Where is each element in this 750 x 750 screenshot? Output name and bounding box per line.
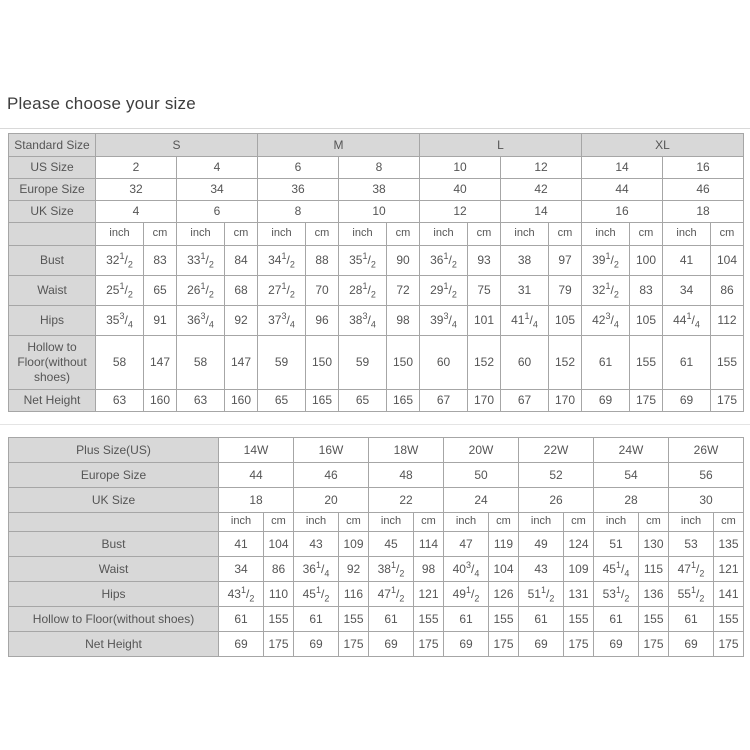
measure-cm-cell: 147	[144, 336, 177, 390]
size-value-cell: 48	[369, 463, 444, 488]
row-label: Europe Size	[9, 463, 219, 488]
measure-cm-cell: 104	[489, 557, 519, 582]
measure-inch-cell: 61	[663, 336, 711, 390]
measure-inch-cell: $36^1/_4$	[294, 557, 339, 582]
row-label: UK Size	[9, 201, 96, 223]
size-value-cell: 22W	[519, 438, 594, 463]
measure-inch-cell: 41	[663, 246, 711, 276]
measure-cm-cell: 155	[711, 336, 744, 390]
measure-cm-cell: 175	[630, 390, 663, 412]
measure-inch-cell: $32^1/_2$	[582, 276, 630, 306]
measure-cm-cell: 109	[564, 557, 594, 582]
measure-cm-cell: 79	[549, 276, 582, 306]
unit-header-cm: cm	[549, 223, 582, 246]
measure-inch-cell: $45^1/_4$	[594, 557, 639, 582]
measure-inch-cell: 61	[519, 607, 564, 632]
row-label: UK Size	[9, 488, 219, 513]
measure-cm-cell: 121	[414, 582, 444, 607]
table-row	[9, 223, 744, 246]
size-value-cell: 8	[258, 201, 339, 223]
measure-inch-cell: 61	[582, 336, 630, 390]
table-row	[9, 557, 744, 582]
measure-inch-cell: 38	[501, 246, 549, 276]
measure-cm-cell: 70	[306, 276, 339, 306]
measure-inch-cell: $43^1/_2$	[219, 582, 264, 607]
measure-inch-cell: $47^1/_2$	[669, 557, 714, 582]
size-value-cell: 10	[339, 201, 420, 223]
measure-inch-cell: $35^3/_4$	[96, 306, 144, 336]
measure-cm-cell: 119	[489, 532, 519, 557]
measure-inch-cell: $35^1/_2$	[339, 246, 387, 276]
measure-inch-cell: 41	[219, 532, 264, 557]
table-row	[9, 276, 744, 306]
plus-size-table	[8, 437, 744, 657]
measure-inch-cell: 60	[420, 336, 468, 390]
unit-header-inch: inch	[258, 223, 306, 246]
measure-inch-cell: $29^1/_2$	[420, 276, 468, 306]
unit-header-inch: inch	[177, 223, 225, 246]
corner-header-cell: Standard Size	[9, 134, 96, 157]
measure-inch-cell: 43	[294, 532, 339, 557]
size-value-cell: 8	[339, 157, 420, 179]
size-value-cell: 32	[96, 179, 177, 201]
measure-inch-cell: 69	[369, 632, 414, 657]
measure-inch-cell: 69	[519, 632, 564, 657]
size-value-cell: 42	[501, 179, 582, 201]
measure-inch-cell: 67	[420, 390, 468, 412]
size-value-cell: 16W	[294, 438, 369, 463]
size-value-cell: 30	[669, 488, 744, 513]
unit-header-inch: inch	[582, 223, 630, 246]
measure-inch-cell: $44^1/_4$	[663, 306, 711, 336]
row-label: Waist	[9, 557, 219, 582]
unit-header-inch: inch	[96, 223, 144, 246]
measure-cm-cell: 124	[564, 532, 594, 557]
size-value-cell: 16	[663, 157, 744, 179]
measure-cm-cell: 104	[711, 246, 744, 276]
measure-cm-cell: 170	[549, 390, 582, 412]
size-value-cell: 24W	[594, 438, 669, 463]
measure-inch-cell: $25^1/_2$	[96, 276, 144, 306]
measure-cm-cell: 175	[714, 632, 744, 657]
table-row	[9, 336, 744, 390]
measure-inch-cell: $55^1/_2$	[669, 582, 714, 607]
measure-cm-cell: 104	[264, 532, 294, 557]
row-label: Plus Size(US)	[9, 438, 219, 463]
size-value-cell: 46	[663, 179, 744, 201]
measure-cm-cell: 110	[264, 582, 294, 607]
measure-cm-cell: 121	[714, 557, 744, 582]
measure-cm-cell: 175	[639, 632, 669, 657]
measure-inch-cell: $36^1/_2$	[420, 246, 468, 276]
measure-cm-cell: 65	[144, 276, 177, 306]
size-value-cell: 40	[420, 179, 501, 201]
measure-cm-cell: 175	[711, 390, 744, 412]
table-row	[9, 463, 744, 488]
table-row	[9, 179, 744, 201]
size-group-header: M	[258, 134, 420, 157]
unit-header-cm: cm	[711, 223, 744, 246]
measure-cm-cell: 155	[564, 607, 594, 632]
measure-cm-cell: 155	[339, 607, 369, 632]
measure-inch-cell: 43	[519, 557, 564, 582]
row-label: Europe Size	[9, 179, 96, 201]
measure-cm-cell: 84	[225, 246, 258, 276]
unit-header-inch: inch	[294, 513, 339, 532]
row-label: Bust	[9, 532, 219, 557]
unit-header-inch: inch	[339, 223, 387, 246]
measure-cm-cell: 175	[564, 632, 594, 657]
page-title: Please choose your size	[7, 94, 196, 113]
table-row	[9, 201, 744, 223]
row-label: Hollow to Floor(without shoes)	[9, 607, 219, 632]
measure-cm-cell: 155	[630, 336, 663, 390]
measure-cm-cell: 131	[564, 582, 594, 607]
measure-inch-cell: 69	[582, 390, 630, 412]
row-label: US Size	[9, 157, 96, 179]
size-value-cell: 14W	[219, 438, 294, 463]
measure-cm-cell: 109	[339, 532, 369, 557]
measure-inch-cell: $32^1/_2$	[96, 246, 144, 276]
size-group-header: L	[420, 134, 582, 157]
measure-cm-cell: 155	[264, 607, 294, 632]
measure-inch-cell: 45	[369, 532, 414, 557]
measure-cm-cell: 175	[489, 632, 519, 657]
measure-inch-cell: 34	[219, 557, 264, 582]
measure-inch-cell: $27^1/_2$	[258, 276, 306, 306]
measure-inch-cell: $38^3/_4$	[339, 306, 387, 336]
size-group-header: XL	[582, 134, 744, 157]
measure-inch-cell: $47^1/_2$	[369, 582, 414, 607]
size-value-cell: 14	[501, 201, 582, 223]
top-divider	[0, 128, 750, 129]
size-value-cell: 46	[294, 463, 369, 488]
measure-cm-cell: 88	[306, 246, 339, 276]
measure-inch-cell: 69	[669, 632, 714, 657]
unit-header-inch: inch	[594, 513, 639, 532]
measure-cm-cell: 175	[414, 632, 444, 657]
table-row	[9, 438, 744, 463]
measure-inch-cell: 63	[177, 390, 225, 412]
measure-cm-cell: 126	[489, 582, 519, 607]
measure-cm-cell: 92	[339, 557, 369, 582]
size-value-cell: 28	[594, 488, 669, 513]
measure-inch-cell: 49	[519, 532, 564, 557]
measure-inch-cell: 67	[501, 390, 549, 412]
unit-header-cm: cm	[339, 513, 369, 532]
size-value-cell: 50	[444, 463, 519, 488]
measure-inch-cell: 65	[339, 390, 387, 412]
size-value-cell: 44	[219, 463, 294, 488]
measure-inch-cell: $53^1/_2$	[594, 582, 639, 607]
table-row	[9, 513, 744, 532]
measure-cm-cell: 160	[225, 390, 258, 412]
measure-inch-cell: 61	[219, 607, 264, 632]
size-group-header: S	[96, 134, 258, 157]
unit-header-cm: cm	[714, 513, 744, 532]
measure-cm-cell: 90	[387, 246, 420, 276]
unit-header-cm: cm	[414, 513, 444, 532]
measure-inch-cell: 61	[294, 607, 339, 632]
measure-inch-cell: 58	[96, 336, 144, 390]
measure-inch-cell: $42^3/_4$	[582, 306, 630, 336]
measure-cm-cell: 112	[711, 306, 744, 336]
measure-inch-cell: 59	[258, 336, 306, 390]
unit-header-cm: cm	[225, 223, 258, 246]
size-value-cell: 18	[663, 201, 744, 223]
measure-cm-cell: 75	[468, 276, 501, 306]
size-value-cell: 14	[582, 157, 663, 179]
measure-cm-cell: 86	[711, 276, 744, 306]
measure-inch-cell: $39^3/_4$	[420, 306, 468, 336]
table-row	[9, 390, 744, 412]
unit-header-cm: cm	[264, 513, 294, 532]
measure-cm-cell: 105	[549, 306, 582, 336]
row-label: Net Height	[9, 632, 219, 657]
measure-inch-cell: 69	[219, 632, 264, 657]
unit-header-cm: cm	[639, 513, 669, 532]
size-value-cell: 4	[96, 201, 177, 223]
measure-cm-cell: 101	[468, 306, 501, 336]
measure-cm-cell: 114	[414, 532, 444, 557]
measure-cm-cell: 130	[639, 532, 669, 557]
measure-inch-cell: $39^1/_2$	[582, 246, 630, 276]
measure-cm-cell: 175	[264, 632, 294, 657]
measure-cm-cell: 86	[264, 557, 294, 582]
size-value-cell: 18W	[369, 438, 444, 463]
unit-header-cm: cm	[306, 223, 339, 246]
measure-cm-cell: 100	[630, 246, 663, 276]
table-row	[9, 488, 744, 513]
measure-cm-cell: 68	[225, 276, 258, 306]
measure-inch-cell: 47	[444, 532, 489, 557]
measure-cm-cell: 92	[225, 306, 258, 336]
size-value-cell: 34	[177, 179, 258, 201]
measure-cm-cell: 155	[714, 607, 744, 632]
unit-header-inch: inch	[444, 513, 489, 532]
measure-cm-cell: 98	[387, 306, 420, 336]
unit-header-cm: cm	[564, 513, 594, 532]
standard-size-table	[8, 133, 744, 412]
measure-inch-cell: 58	[177, 336, 225, 390]
size-value-cell: 36	[258, 179, 339, 201]
size-value-cell: 26W	[669, 438, 744, 463]
measure-cm-cell: 150	[387, 336, 420, 390]
table-row	[9, 582, 744, 607]
size-value-cell: 10	[420, 157, 501, 179]
measure-inch-cell: 61	[444, 607, 489, 632]
measure-cm-cell: 115	[639, 557, 669, 582]
size-value-cell: 52	[519, 463, 594, 488]
table-row	[9, 134, 744, 157]
measure-cm-cell: 141	[714, 582, 744, 607]
size-value-cell: 2	[96, 157, 177, 179]
measure-cm-cell: 160	[144, 390, 177, 412]
measure-cm-cell: 96	[306, 306, 339, 336]
measure-inch-cell: $38^1/_2$	[369, 557, 414, 582]
size-value-cell: 56	[669, 463, 744, 488]
measure-inch-cell: 60	[501, 336, 549, 390]
measure-inch-cell: 31	[501, 276, 549, 306]
size-value-cell: 20W	[444, 438, 519, 463]
unit-header-inch: inch	[501, 223, 549, 246]
size-value-cell: 24	[444, 488, 519, 513]
middle-divider	[0, 424, 750, 425]
table-row	[9, 532, 744, 557]
size-value-cell: 6	[258, 157, 339, 179]
measure-cm-cell: 91	[144, 306, 177, 336]
measure-cm-cell: 147	[225, 336, 258, 390]
size-value-cell: 16	[582, 201, 663, 223]
measure-inch-cell: $49^1/_2$	[444, 582, 489, 607]
measure-inch-cell: 69	[444, 632, 489, 657]
measure-cm-cell: 83	[630, 276, 663, 306]
measure-inch-cell: 69	[294, 632, 339, 657]
measure-inch-cell: 59	[339, 336, 387, 390]
unit-header-cm: cm	[387, 223, 420, 246]
size-value-cell: 12	[420, 201, 501, 223]
measure-cm-cell: 97	[549, 246, 582, 276]
units-corner-cell	[9, 513, 219, 532]
measure-cm-cell: 105	[630, 306, 663, 336]
measure-cm-cell: 152	[549, 336, 582, 390]
measure-inch-cell: $45^1/_2$	[294, 582, 339, 607]
unit-header-inch: inch	[420, 223, 468, 246]
unit-header-cm: cm	[630, 223, 663, 246]
unit-header-inch: inch	[669, 513, 714, 532]
measure-inch-cell: 69	[663, 390, 711, 412]
measure-cm-cell: 155	[489, 607, 519, 632]
table-row	[9, 607, 744, 632]
measure-inch-cell: 34	[663, 276, 711, 306]
measure-inch-cell: $40^3/_4$	[444, 557, 489, 582]
measure-cm-cell: 152	[468, 336, 501, 390]
size-value-cell: 22	[369, 488, 444, 513]
measure-cm-cell: 165	[306, 390, 339, 412]
size-value-cell: 44	[582, 179, 663, 201]
size-value-cell: 20	[294, 488, 369, 513]
row-label: Hips	[9, 582, 219, 607]
measure-cm-cell: 116	[339, 582, 369, 607]
measure-cm-cell: 135	[714, 532, 744, 557]
measure-inch-cell: $33^1/_2$	[177, 246, 225, 276]
measure-cm-cell: 136	[639, 582, 669, 607]
measure-inch-cell: $51^1/_2$	[519, 582, 564, 607]
unit-header-cm: cm	[144, 223, 177, 246]
measure-cm-cell: 175	[339, 632, 369, 657]
measure-cm-cell: 72	[387, 276, 420, 306]
size-value-cell: 54	[594, 463, 669, 488]
table-row	[9, 632, 744, 657]
unit-header-inch: inch	[369, 513, 414, 532]
unit-header-inch: inch	[519, 513, 564, 532]
measure-inch-cell: 53	[669, 532, 714, 557]
measure-inch-cell: $26^1/_2$	[177, 276, 225, 306]
measure-cm-cell: 98	[414, 557, 444, 582]
measure-inch-cell: $28^1/_2$	[339, 276, 387, 306]
unit-header-cm: cm	[489, 513, 519, 532]
measure-inch-cell: 61	[369, 607, 414, 632]
unit-header-cm: cm	[468, 223, 501, 246]
row-label: Hollow to Floor(without shoes)	[9, 336, 96, 390]
measure-inch-cell: 51	[594, 532, 639, 557]
measure-cm-cell: 150	[306, 336, 339, 390]
size-value-cell: 38	[339, 179, 420, 201]
measure-cm-cell: 155	[639, 607, 669, 632]
measure-inch-cell: 65	[258, 390, 306, 412]
units-corner-cell	[9, 223, 96, 246]
unit-header-inch: inch	[663, 223, 711, 246]
measure-cm-cell: 155	[414, 607, 444, 632]
measure-cm-cell: 165	[387, 390, 420, 412]
measure-cm-cell: 170	[468, 390, 501, 412]
row-label: Bust	[9, 246, 96, 276]
row-label: Waist	[9, 276, 96, 306]
table-row	[9, 246, 744, 276]
row-label: Hips	[9, 306, 96, 336]
row-label: Net Height	[9, 390, 96, 412]
measure-inch-cell: 69	[594, 632, 639, 657]
size-value-cell: 18	[219, 488, 294, 513]
unit-header-inch: inch	[219, 513, 264, 532]
measure-inch-cell: 61	[594, 607, 639, 632]
measure-cm-cell: 83	[144, 246, 177, 276]
size-value-cell: 4	[177, 157, 258, 179]
measure-inch-cell: $37^3/_4$	[258, 306, 306, 336]
measure-inch-cell: $34^1/_2$	[258, 246, 306, 276]
measure-inch-cell: 61	[669, 607, 714, 632]
table-row	[9, 306, 744, 336]
size-value-cell: 26	[519, 488, 594, 513]
measure-inch-cell: $41^1/_4$	[501, 306, 549, 336]
size-value-cell: 12	[501, 157, 582, 179]
measure-inch-cell: 63	[96, 390, 144, 412]
table-row	[9, 157, 744, 179]
size-value-cell: 6	[177, 201, 258, 223]
measure-inch-cell: $36^3/_4$	[177, 306, 225, 336]
measure-cm-cell: 93	[468, 246, 501, 276]
